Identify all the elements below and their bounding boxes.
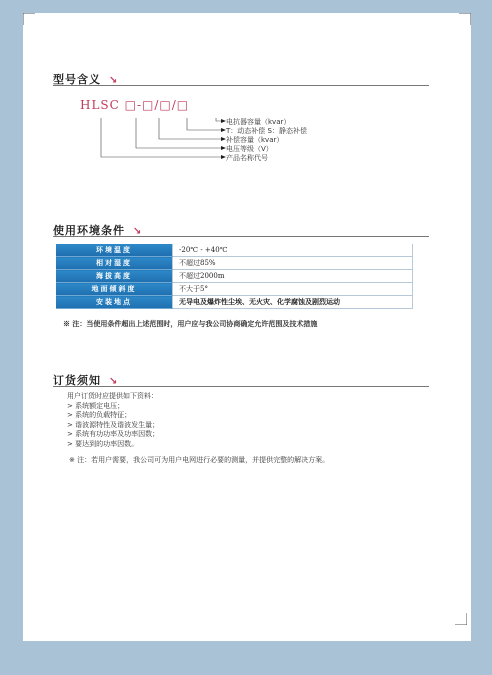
env-key-temperature: 环境温度 [56, 244, 173, 257]
model-desc-compensation-mode: T：动态补偿 S：静态补偿 [226, 127, 307, 135]
table-row [56, 283, 413, 296]
list-item: > 谐波源特性及谐波发生量； [67, 420, 160, 429]
env-section-divider [53, 236, 429, 237]
leader-line-5 [101, 118, 221, 157]
env-key-location: 安装地点 [56, 296, 173, 309]
table-row [56, 257, 413, 270]
order-note: ※ 注：若用户需要，我公司可为用户电网进行必要的测量，并提供完整的解决方案。 [69, 456, 330, 464]
table-row [56, 296, 413, 309]
crop-mark-bottom-right [455, 613, 467, 625]
table-row [56, 244, 413, 257]
model-desc-compensation-capacity: 补偿容量（kvar） [226, 136, 284, 144]
model-code: HLSC □-□/□/□ [80, 98, 190, 112]
document-page [23, 13, 471, 641]
leader-line-3 [159, 118, 221, 139]
list-item: > 系统的负载特征； [67, 411, 132, 419]
leader-line-4 [136, 118, 221, 148]
model-section-arrow-icon: ↘ [109, 75, 119, 86]
env-value-humidity: 不超过85% [173, 257, 413, 270]
env-conditions-table [56, 244, 413, 309]
env-key-altitude: 海拔高度 [56, 270, 173, 283]
model-desc-product-code: 产品名称代号 [226, 154, 268, 162]
env-value-altitude: 不超过2000m [173, 270, 413, 283]
model-desc-reactor-capacity: 电抗器容量（kvar） [226, 118, 291, 126]
env-section-arrow-icon: ↘ [133, 226, 143, 237]
order-section-divider [53, 386, 429, 387]
env-key-slope: 地面倾斜度 [56, 283, 173, 296]
leader-line-1 [216, 118, 221, 121]
model-code-diagram [23, 13, 471, 213]
list-item: > 系统额定电压； [67, 401, 125, 410]
list-item: 用户订货时应提供如下资料： [67, 392, 158, 400]
env-key-humidity: 相对湿度 [56, 257, 173, 270]
order-requirements-list [67, 392, 159, 449]
env-value-location: 无导电及爆炸性尘埃、无火灾、化学腐蚀及剧烈运动 [173, 296, 413, 309]
order-section-title-text: 订货须知 [53, 374, 101, 387]
model-desc-voltage-level: 电压等级（V） [226, 145, 273, 153]
list-item: > 系统有功功率及功率因数； [67, 430, 160, 438]
env-value-slope: 不大于5° [173, 283, 413, 296]
order-section-arrow-icon: ↘ [109, 376, 119, 387]
list-item: > 要达到的功率因数。 [67, 439, 139, 448]
env-section-title-text: 使用环境条件 [53, 224, 125, 237]
env-note: ※ 注：当使用条件超出上述范围时，用户应与我公司协商确定允许范围及技术措施 [63, 319, 318, 328]
model-section-title-text: 型号含义 [53, 73, 101, 86]
table-row [56, 270, 413, 283]
env-value-temperature: -20℃ - +40℃ [173, 244, 413, 257]
